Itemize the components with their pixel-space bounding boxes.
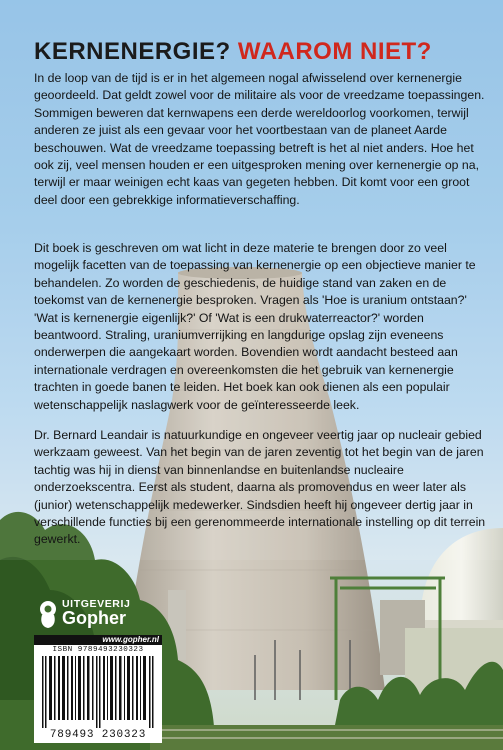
blurb-paragraph-2: Dit boek is geschreven om wat licht in deze materie te brengen door zo veel mogelijk facetten van de toepassing van kernenergie op een objectieve manier te behandelen. Zo worden de geschiedenis, de huidige stand van zaken en de toekomst van de kernenergie besproken. Vragen als 'Hoe is uranium ontstaan?' 'Wat is kernenergie eigenlijk?' Of 'Wat is een drukwaterreactor?' worden beantwoord. Straling, uraniumverrijking en langdurige opslag zijn eveneens onderwerpen die aangekaart worden. Bovendien wordt aandacht besteed aan internationale verdragen en overeenkomsten die het gebruik van kernenergie trachten in goede banen te leiden. Het boek kan ook dienen als een populair wetenschappelijk naslagwerk voor de geïnteresseerde leek. xyxy=(34,241,476,412)
title-part-1: KERNENERGIE? xyxy=(34,38,231,65)
isbn-text: ISBN 9789493230323 xyxy=(52,646,144,654)
publisher-label: UITGEVERIJ xyxy=(62,598,131,610)
cover-title xyxy=(34,38,432,66)
isbn-barcode xyxy=(34,635,162,743)
gopher-logo-icon xyxy=(36,599,60,629)
blurb-paragraph-1: In de loop van de tijd is er in het algemeen nogal afwisselend over kernenergie geoordeeld. Dat geldt zowel voor de militaire als voor de vreedzame toepassingen. Sommigen beweren dat kernwapens een derde wereldoorlog voorkomen, terwijl anderen ze juist als een gevaar voor het voortbestaan van de planeet Aarde beschouwen. Wat de vreedzame toepassing betreft is het al niet anders. Hoe het ook zij, veel mensen houden er een uitgesproken mening over kernenergie op na, terwijl er maar weinigen echt kaas van gegeten hebben. Dit komt voor een groot deel door een gebrekkige informatieverschaffing. xyxy=(34,71,485,207)
barcode-bars xyxy=(40,656,156,728)
title-part-2: WAAROM NIET? xyxy=(237,38,432,65)
publisher-logo xyxy=(36,597,136,631)
author-bio-paragraph: Dr. Bernard Leandair is natuurkundige en ongeveer veertig jaar op nucleair gebied werkzaam geweest. Van het begin van de jaren zeventig tot het begin van de jaren tachtig was hij in dienst van binnenlandse en buitenlandse nucleaire onderzoekscentra. Eerst als student, daarna als promovendus en weer later als (junior) wetenschappelijk medewerker. Sindsdien heeft hij ongeveer dertig jaar in verschillende functies bij een gerenommeerde internationale instelling op dit terrein gewerkt. xyxy=(34,428,486,547)
barcode-number: 789493 230323 xyxy=(49,729,147,741)
publisher-url: www.gopher.nl xyxy=(34,635,162,645)
publisher-name: Gopher xyxy=(62,608,127,628)
